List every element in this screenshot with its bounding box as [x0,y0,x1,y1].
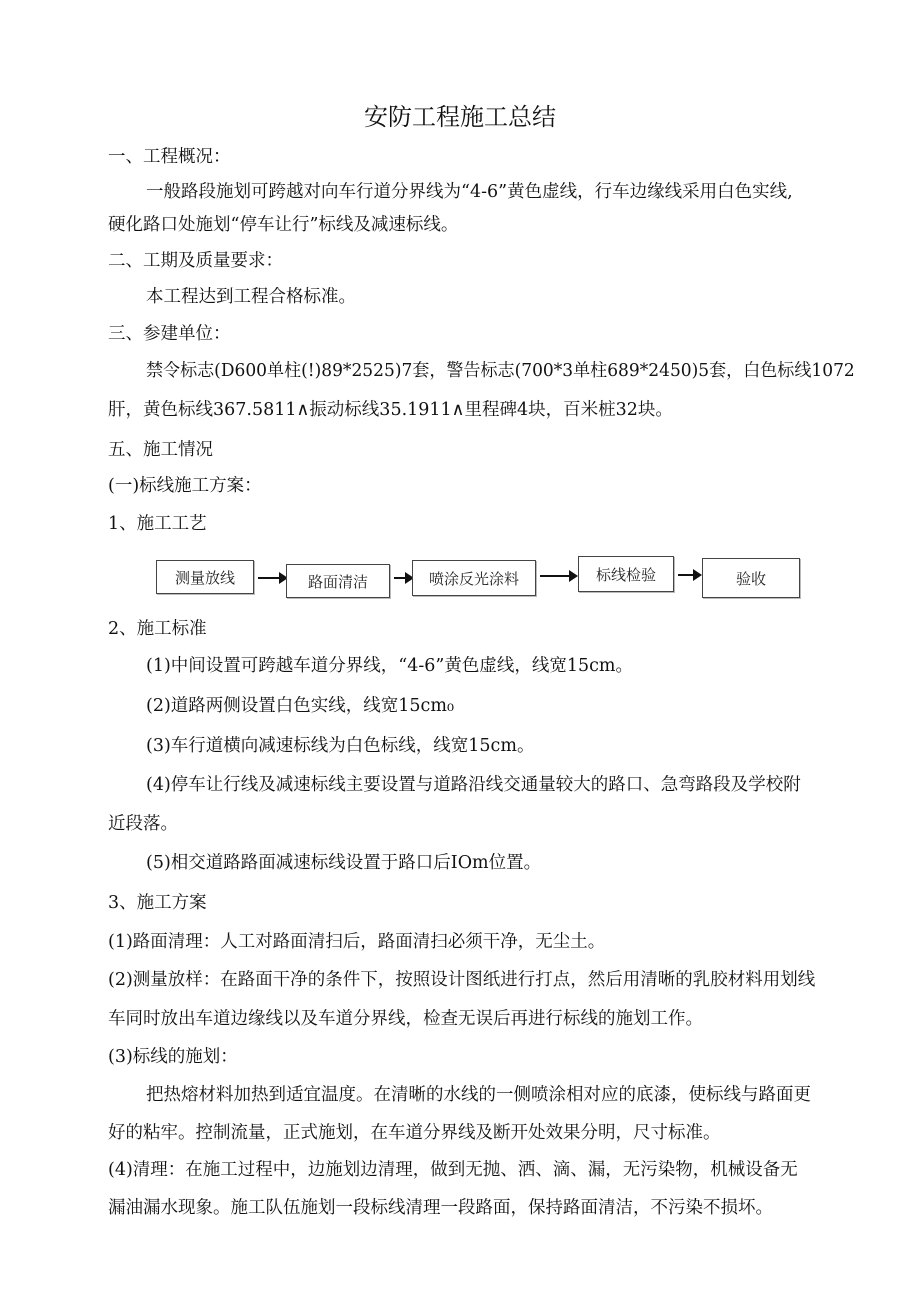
paragraph-line: (4)清理：在施工过程中，边施划边清理，做到无抛、洒、滴、漏，无污染物，机械设备无 [108,1160,798,1180]
paragraph-line: 好的粘牢。控制流量，正式施划，在车道分界线及断开处效果分明，尺寸标准。 [108,1123,721,1143]
subsection-heading: 2、施工标准 [108,619,207,639]
paragraph-line: (2)测量放样：在路面干净的条件下，按照设计图纸进行打点，然后用清晰的乳胶材料用划线 [108,970,816,990]
paragraph-line: (1)路面清理：人工对路面清扫后，路面清扫必须干净，无尘土。 [108,932,606,952]
flow-step: 标线检验 [578,556,674,592]
paragraph-line: 本工程达到工程合格标准。 [146,287,356,307]
paragraph-line: 硬化路口处施划“停车让行”标线及减速标线。 [108,215,459,235]
arrow-right-icon [540,575,570,577]
flow-step: 测量放线 [156,560,254,594]
paragraph-line: (4)停车让行线及减速标线主要设置与道路沿线交通量较大的路口、急弯路段及学校附 [146,775,801,795]
paragraph-line: (3)车行道横向减速标线为白色标线，线宽15cm。 [146,736,535,756]
document-title: 安防工程施工总结 [364,103,556,131]
paragraph-line: (1)中间设置可跨越车道分界线，“4-6”黄色虚线，线宽15cm。 [146,656,634,676]
subsection-heading: 3、施工方案 [108,893,207,913]
paragraph-line: 把热熔材料加热到适宜温度。在清晰的水线的一侧喷涂相对应的底漆，使标线与路面更 [146,1085,811,1105]
paragraph-line: 一般路段施划可跨越对向车行道分界线为“4-6”黄色虚线，行车边缘线采用白色实线, [146,182,793,202]
arrow-right-icon [258,577,280,579]
section-heading: 五、施工情况 [108,440,213,460]
subsection-heading: 1、施工工艺 [108,514,207,534]
section-heading: 三、参建单位： [108,324,231,344]
paragraph-line: (5)相交道路路面减速标线设置于路口后IOm位置。 [146,853,542,873]
process-flowchart [156,552,806,602]
arrow-right-icon [678,574,694,576]
section-heading: 一、工程概况： [108,147,231,167]
subsection-heading: (一)标线施工方案： [108,476,262,496]
paragraph-line: 禁令标志(D600单柱(!)89*2525)7套，警告标志(700*3单柱689*2450)5套，白色标线1072 [146,361,855,381]
paragraph-line: 近段落。 [108,814,178,834]
paragraph-line: (2)道路两侧设置白色实线，线宽15cm₀ [146,696,454,716]
paragraph-line: 车同时放出车道边缘线以及车道分界线，检查无误后再进行标线的施划工作。 [108,1009,703,1029]
paragraph-line: 漏油漏水现象。施工队伍施划一段标线清理一段路面，保持路面清洁，不污染不损坏。 [108,1198,773,1218]
flow-step: 验收 [702,558,800,598]
paragraph-line: (3)标线的施划： [108,1047,238,1067]
flow-step: 喷涂反光涂料 [412,560,536,596]
flow-step: 路面清洁 [286,564,390,598]
section-heading: 二、工期及质量要求： [108,251,283,271]
paragraph-line: 肝，黄色标线367.5811∧振动标线35.1911∧里程碑4块，百米桩32块。 [108,400,673,420]
arrow-right-icon [394,577,406,579]
